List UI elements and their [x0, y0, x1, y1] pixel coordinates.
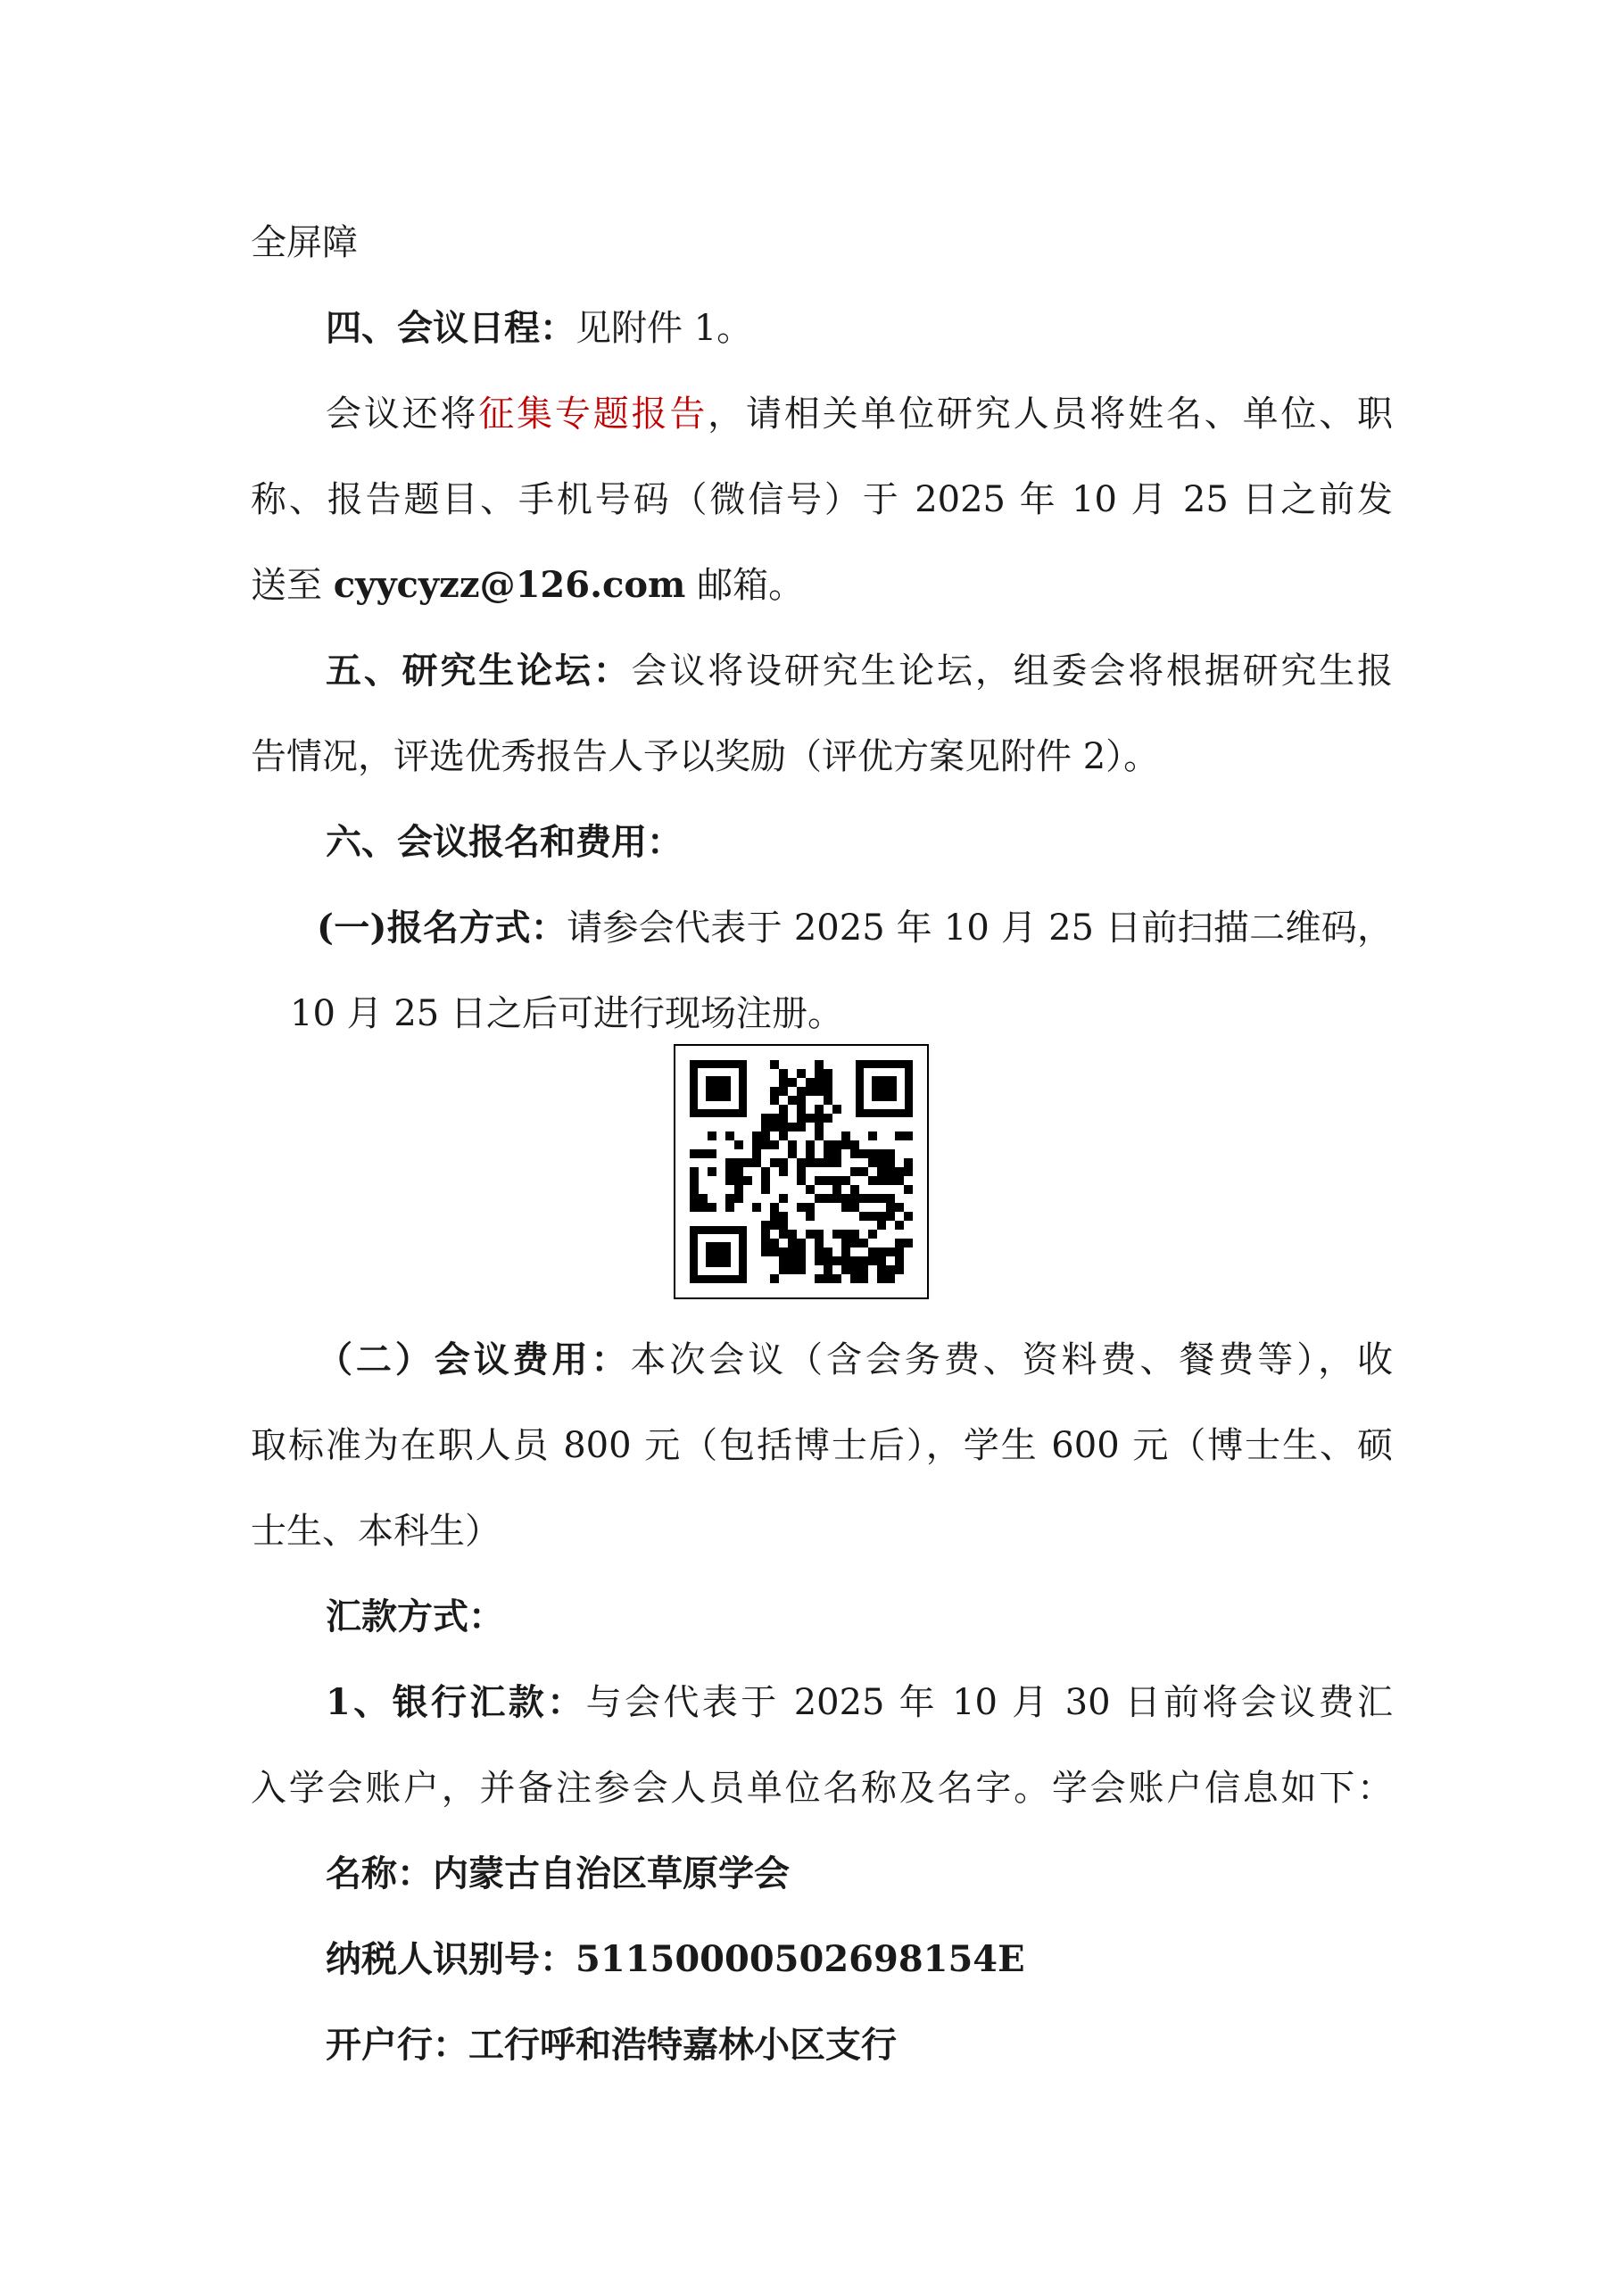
registration-line-1: (一)报名方式：请参会代表于 2025 年 10 月 25 日前扫描二维码， — [317, 907, 1393, 949]
section-4-schedule — [326, 305, 1393, 352]
fee-line-2: 取标准为在职人员 800 元（包括博士后），学生 600 元（博士生、硕 — [251, 1425, 1393, 1466]
fee-line-3: 士生、本科生） — [251, 1511, 501, 1552]
qr-code-icon[interactable] — [674, 1044, 929, 1299]
account-name: 名称：内蒙古自治区草原学会 — [326, 1853, 790, 1894]
section-6-heading: 六、会议报名和费用： — [326, 821, 683, 863]
section-5-forum-line-2: 告情况，评选优秀报告人予以奖励（评优方案见附件 2）。 — [251, 736, 1160, 777]
section-5-heading: 五、研究生论坛： — [326, 650, 632, 692]
section-5-forum-line-1: 五、研究生论坛：会议将设研究生论坛，组委会将根据研究生报 — [326, 650, 1394, 692]
fee-line-1: （二）会议费用：本次会议（含会务费、资料费、餐费等），收 — [317, 1339, 1394, 1380]
section-4-heading: 四、会议日程： — [326, 307, 576, 349]
section-4-text: 见附件 1。 — [576, 308, 753, 349]
report-call-line-3: 送至 cyycyzz@126.com 邮箱。 — [251, 564, 805, 606]
fee-heading: （二）会议费用： — [317, 1339, 631, 1380]
remittance-heading: 汇款方式： — [326, 1596, 504, 1637]
registration-line-2: 10 月 25 日之后可进行现场注册。 — [290, 993, 843, 1034]
registration-heading: (一)报名方式： — [317, 907, 567, 949]
report-call-line-2: 称、报告题目、手机号码（微信号）于 2025 年 10 月 25 日之前发 — [251, 479, 1393, 520]
report-call-highlight: 征集专题报告 — [478, 394, 708, 435]
contact-email[interactable]: cyycyzz@126.com — [333, 564, 686, 606]
bank-transfer-line-2: 入学会账户，并备注参会人员单位名称及名字。学会账户信息如下： — [251, 1768, 1393, 1809]
report-call-line-1: 会议还将征集专题报告，请相关单位研究人员将姓名、单位、职 — [326, 394, 1394, 435]
account-bank: 开户行：工行呼和浩特嘉林小区支行 — [326, 2024, 897, 2066]
account-tax-id: 纳税人识别号：51150000502698154E — [326, 1938, 1025, 1980]
bank-transfer-line-1: 1、银行汇款：与会代表于 2025 年 10 月 30 日前将会议费汇 — [326, 1681, 1393, 1723]
paragraph-continuation: 全屏障 — [251, 222, 358, 263]
bank-transfer-heading: 1、银行汇款： — [326, 1681, 586, 1723]
